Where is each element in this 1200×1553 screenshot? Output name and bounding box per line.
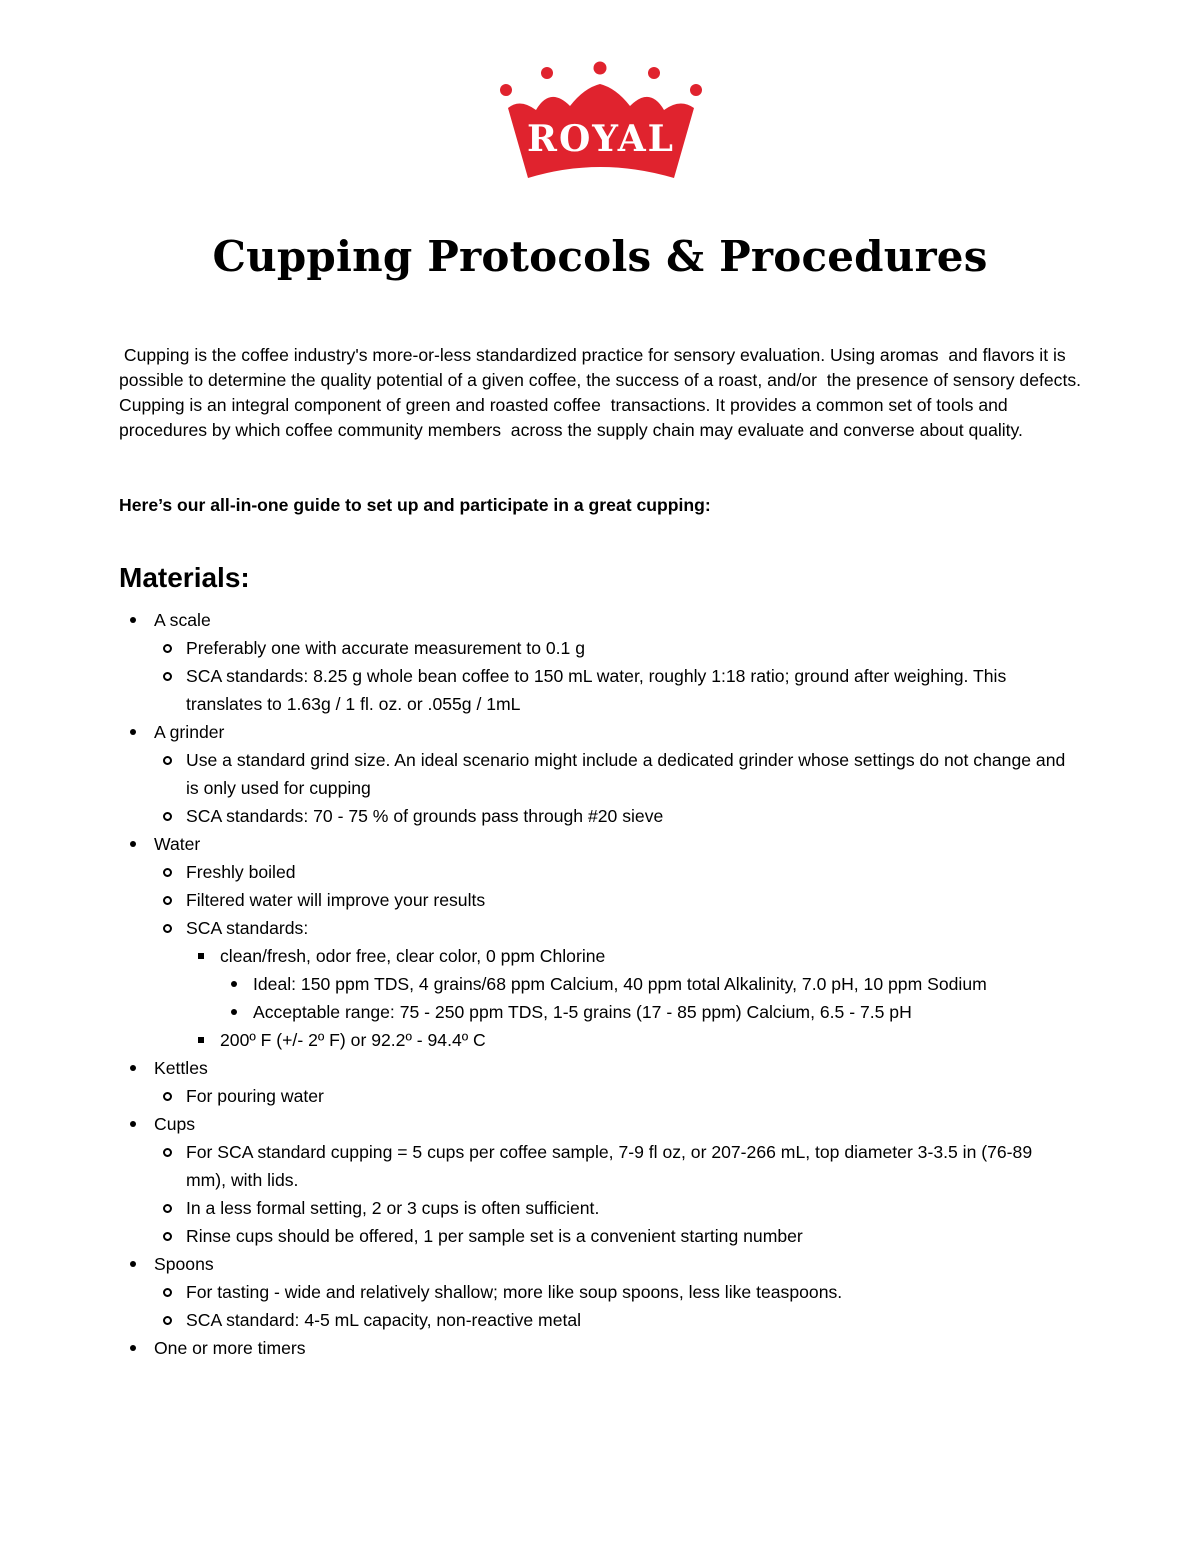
list-item-text: Preferably one with accurate measurement to 0.1 g <box>186 638 586 658</box>
hollow-bullet-icon <box>163 868 172 877</box>
list-item-text: Freshly boiled <box>186 862 296 882</box>
materials-list-item <box>0 1306 1200 1334</box>
hollow-bullet-icon <box>163 672 172 681</box>
materials-list-item <box>0 886 1200 914</box>
hollow-bullet-icon <box>163 1204 172 1213</box>
materials-list-item <box>0 802 1200 830</box>
bullet-icon <box>130 1121 136 1127</box>
list-item-text: For tasting - wide and relatively shallow; more like soup spoons, less like teaspoons. <box>186 1282 843 1302</box>
square-bullet-icon <box>198 1037 204 1043</box>
materials-list-item <box>0 998 1200 1026</box>
materials-list-item <box>0 830 1200 858</box>
bullet-icon <box>130 729 136 735</box>
hollow-bullet-icon <box>163 812 172 821</box>
materials-list-item <box>0 1334 1200 1362</box>
list-item-text: A grinder <box>154 722 225 742</box>
materials-list-item <box>0 970 1200 998</box>
materials-list-item <box>0 662 1200 718</box>
list-item-text: Kettles <box>154 1058 208 1078</box>
hollow-bullet-icon <box>163 1148 172 1157</box>
hollow-bullet-icon <box>163 896 172 905</box>
materials-list-item <box>0 914 1200 942</box>
materials-list-item <box>0 1138 1200 1194</box>
bullet-icon <box>130 841 136 847</box>
bullet-icon <box>231 1009 237 1015</box>
list-item-text: In a less formal setting, 2 or 3 cups is often sufficient. <box>186 1198 600 1218</box>
page-title: Cupping Protocols & Procedures <box>212 232 988 281</box>
hollow-bullet-icon <box>163 1316 172 1325</box>
list-item-text: For SCA standard cupping = 5 cups per coffee sample, 7-9 fl oz, or 207-266 mL, top diameter 3-3.5 in (76-89 mm), with lids. <box>186 1142 1033 1190</box>
hollow-bullet-icon <box>163 756 172 765</box>
list-item-text: SCA standards: 70 - 75 % of grounds pass through #20 sieve <box>186 806 664 826</box>
intro-paragraph: Cupping is the coffee industry's more-or-less standardized practice for sensory evaluation. Using aromas and flavors it is possible to determine the quality potential of a given coffee, the success of a roast, and/or the presence of sensory defects. Cupping is an integral component of green and roasted coffee transactions. It provides a common set of tools and procedures by which coffee community members across the supply chain may evaluate and converse about quality. <box>119 345 1086 440</box>
materials-list-item <box>0 1082 1200 1110</box>
materials-list <box>0 606 1200 1362</box>
materials-heading: Materials: <box>119 562 250 593</box>
list-item-text: SCA standards: 8.25 g whole bean coffee to 150 mL water, roughly 1:18 ratio; ground after weighing. This translates to 1.63g / 1 fl. oz. or .055g / 1mL <box>186 666 1007 714</box>
list-item-text: SCA standard: 4-5 mL capacity, non-reactive metal <box>186 1310 582 1330</box>
list-item-text: Acceptable range: 75 - 250 ppm TDS, 1-5 grains (17 - 85 ppm) Calcium, 6.5 - 7.5 pH <box>253 1002 912 1022</box>
bullet-icon <box>130 1065 136 1071</box>
hollow-bullet-icon <box>163 1288 172 1297</box>
list-item-text: A scale <box>154 610 211 630</box>
list-item-text: Water <box>154 834 201 854</box>
bullet-icon <box>231 981 237 987</box>
hollow-bullet-icon <box>163 924 172 933</box>
materials-list-item <box>0 942 1200 970</box>
list-item-text: One or more timers <box>154 1338 306 1358</box>
materials-list-item <box>0 1110 1200 1138</box>
guide-intro-line: Here’s our all-in-one guide to set up and participate in a great cupping: <box>119 495 711 515</box>
list-item-text: clean/fresh, odor free, clear color, 0 ppm Chlorine <box>220 946 606 966</box>
list-item-text: 200º F (+/- 2º F) or 92.2º - 94.4º C <box>220 1030 486 1050</box>
list-item-text: Spoons <box>154 1254 214 1274</box>
logo-wordmark: ROYAL <box>527 118 675 160</box>
materials-list-item <box>0 718 1200 746</box>
materials-list-item <box>0 746 1200 802</box>
hollow-bullet-icon <box>163 1092 172 1101</box>
bullet-icon <box>130 1345 136 1351</box>
list-item-text: SCA standards: <box>186 918 309 938</box>
list-item-text: Filtered water will improve your results <box>186 890 486 910</box>
materials-list-item <box>0 1222 1200 1250</box>
bullet-icon <box>130 1261 136 1267</box>
materials-list-item <box>0 1194 1200 1222</box>
list-item-text: Cups <box>154 1114 196 1134</box>
hollow-bullet-icon <box>163 1232 172 1241</box>
materials-list-item <box>0 606 1200 634</box>
bullet-icon <box>130 617 136 623</box>
materials-list-item <box>0 1026 1200 1054</box>
list-item-text: Rinse cups should be offered, 1 per sample set is a convenient starting number <box>186 1226 803 1246</box>
materials-list-item <box>0 1278 1200 1306</box>
materials-list-item <box>0 858 1200 886</box>
list-item-text: For pouring water <box>186 1086 324 1106</box>
materials-list-item <box>0 634 1200 662</box>
royal-crown-logo <box>488 56 714 186</box>
list-item-text: Ideal: 150 ppm TDS, 4 grains/68 ppm Calcium, 40 ppm total Alkalinity, 7.0 pH, 10 ppm Sodium <box>253 974 987 994</box>
square-bullet-icon <box>198 953 204 959</box>
hollow-bullet-icon <box>163 644 172 653</box>
materials-list-item <box>0 1054 1200 1082</box>
list-item-text: Use a standard grind size. An ideal scenario might include a dedicated grinder whose settings do not change and is only used for cupping <box>186 750 1066 798</box>
materials-list-item <box>0 1250 1200 1278</box>
